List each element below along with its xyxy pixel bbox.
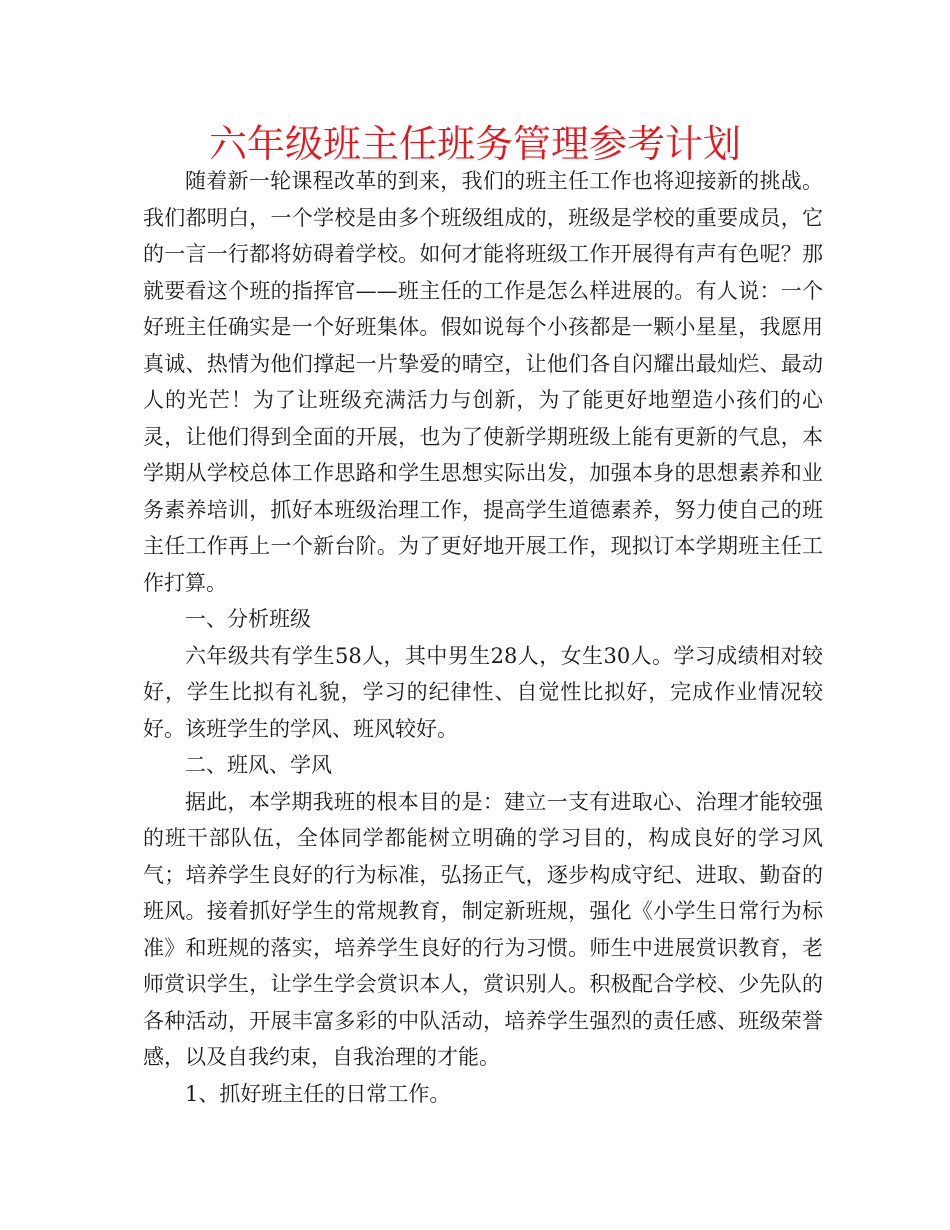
paragraph-intro: 随着新一轮课程改革的到来，我们的班主任工作也将迎接新的挑战。我们都明白，一个学校是由多个班级组成的，班级是学校的重要成员，它的一言一行都将妨碍着学校。如何才能将班级工作开展得有声有色呢？那就要看这个班的指挥官——班主任的工作是怎么样进展的。有人说：一个好班主任确实是一个好班集体。假如说每个小孩都是一颗小星星，我愿用真诚、热情为他们撑起一片挚爱的晴空，让他们各自闪耀出最灿烂、最动人的光芒！为了让班级充满活力与创新，为了能更好地塑造小孩们的心灵，让他们得到全面的开展，也为了使新学期班级上能有更新的气息，本学期从学校总体工作思路和学生思想实际出发，加强本身的思想素养和业务素养培训，抓好本班级治理工作，提高学生道德素养，努力使自己的班主任工作再上一个新台阶。为了更好地开展工作，现拟订本学期班主任工作打算。 [143, 169, 823, 595]
document-title: 六年级班主任班务管理参考计划 [208, 122, 741, 166]
paragraph-class-analysis: 六年级共有学生58人，其中男生28人，女生30人。学习成绩相对较好，学生比拟有礼貌，学习的纪律性、自觉性比拟好，完成作业情况较好。该班学生的学风、班风较好。 [143, 643, 823, 741]
paragraph-class-style: 据此，本学期我班的根本目的是：建立一支有进取心、治理才能较强的班干部队伍，全体同学都能树立明确的学习目的，构成良好的学习风气；培养学生良好的行为标准，弘扬正气，逐步构成守纪、进取、勤奋的班风。接着抓好学生的常规教育，制定新班规，强化《小学生日常行为标准》和班规的落实，培养学生良好的行为习惯。师生中进展赏识教育，老师赏识学生，让学生学会赏识本人，赏识别人。积极配合学校、少先队的各种活动，开展丰富多彩的中队活动，培养学生强烈的责任感、班级荣誉感，以及自我约束，自我治理的才能。 [143, 789, 823, 1069]
section-heading-class-analysis: 一、分析班级 [185, 607, 311, 631]
document-body [143, 163, 823, 1112]
section-heading-class-style: 二、班风、学风 [185, 753, 332, 777]
subheading-daily-work: 1、抓好班主任的日常工作。 [185, 1081, 451, 1106]
